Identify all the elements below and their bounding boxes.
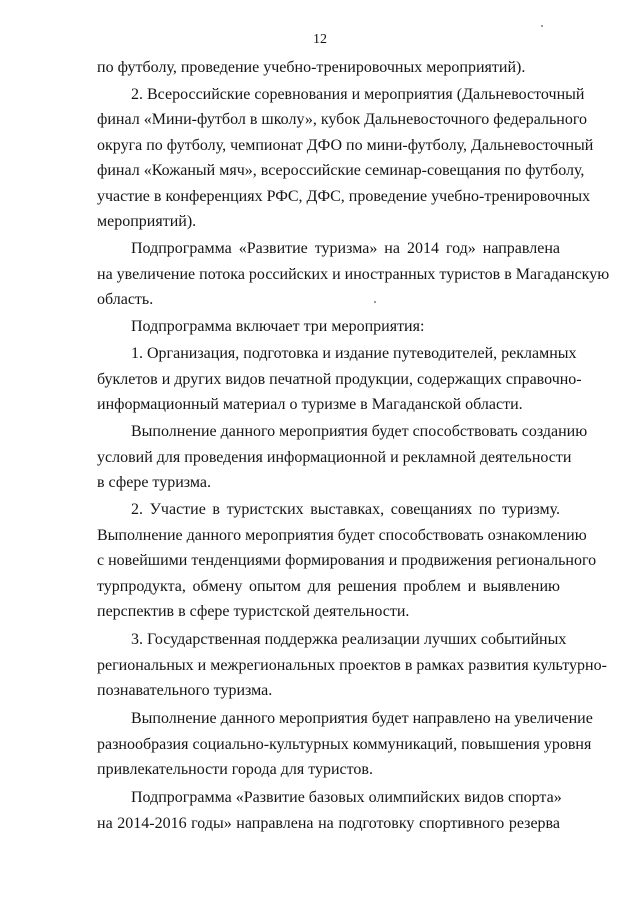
- body-line: познавательного туризма.: [97, 682, 273, 699]
- body-line: Подпрограмма включает три мероприятия:: [131, 318, 425, 335]
- body-line: в сфере туризма.: [97, 474, 211, 491]
- body-line: региональных и межрегиональных проектов в рамках развития культурно-: [97, 657, 607, 674]
- body-line: область.: [97, 291, 154, 308]
- body-line: перспектив в сфере туристской деятельности.: [97, 603, 410, 620]
- body-line: условий для проведения информационной и рекламной деятельности: [97, 449, 572, 466]
- body-line: с новейшими тенденциями формирования и продвижения регионального: [97, 552, 597, 569]
- body-line: 2. Всероссийские соревнования и мероприятия (Дальневосточный: [131, 86, 585, 103]
- body-line: разнообразия социально-культурных коммуникаций, повышения уровня: [97, 736, 592, 753]
- body-line: по футболу, проведение учебно-тренировочных мероприятий).: [97, 59, 526, 76]
- page-number: 12: [313, 32, 327, 47]
- body-line: буклетов и других видов печатной продукции, содержащих справочно-: [97, 371, 582, 388]
- body-line: 3. Государственная поддержка реализации лучших событийных: [131, 631, 567, 648]
- body-line: мероприятий).: [97, 213, 197, 230]
- body-line: округа по футболу, чемпионат ДФО по мини-футболу, Дальневосточный: [97, 137, 594, 154]
- body-line: финал «Мини-футбол в школу», кубок Дальневосточного федерального: [97, 111, 588, 128]
- body-line: 2. Участие в туристских выставках, совещаниях по туризму.: [131, 501, 560, 518]
- body-line: Выполнение данного мероприятия будет способствовать созданию: [131, 423, 588, 440]
- body-line: Подпрограмма «Развитие туризма» на 2014 год» направлена: [131, 240, 560, 257]
- scan-speck: [541, 25, 543, 27]
- body-line: участие в конференциях РФС, ДФС, проведение учебно-тренировочных: [97, 188, 591, 205]
- body-line: Подпрограмма «Развитие базовых олимпийских видов спорта»: [131, 789, 562, 806]
- body-line: привлекательности города для туристов.: [97, 761, 373, 778]
- body-line: Выполнение данного мероприятия будет направлено на увеличение: [131, 710, 593, 727]
- body-line: Выполнение данного мероприятия будет способствовать ознакомлению: [97, 527, 587, 544]
- body-line: 1. Организация, подготовка и издание путеводителей, рекламных: [131, 345, 577, 362]
- body-line: информационный материал о туризме в Магаданской области.: [97, 396, 523, 413]
- body-line: на 2014-2016 годы» направлена на подготовку спортивного резерва: [97, 815, 560, 832]
- body-line: финал «Кожаный мяч», всероссийские семинар-совещания по футболу,: [97, 162, 585, 179]
- body-line: турпродукта, обмену опытом для решения проблем и выявлению: [97, 578, 560, 595]
- body-line: на увеличение потока российских и иностранных туристов в Магаданскую: [97, 266, 610, 283]
